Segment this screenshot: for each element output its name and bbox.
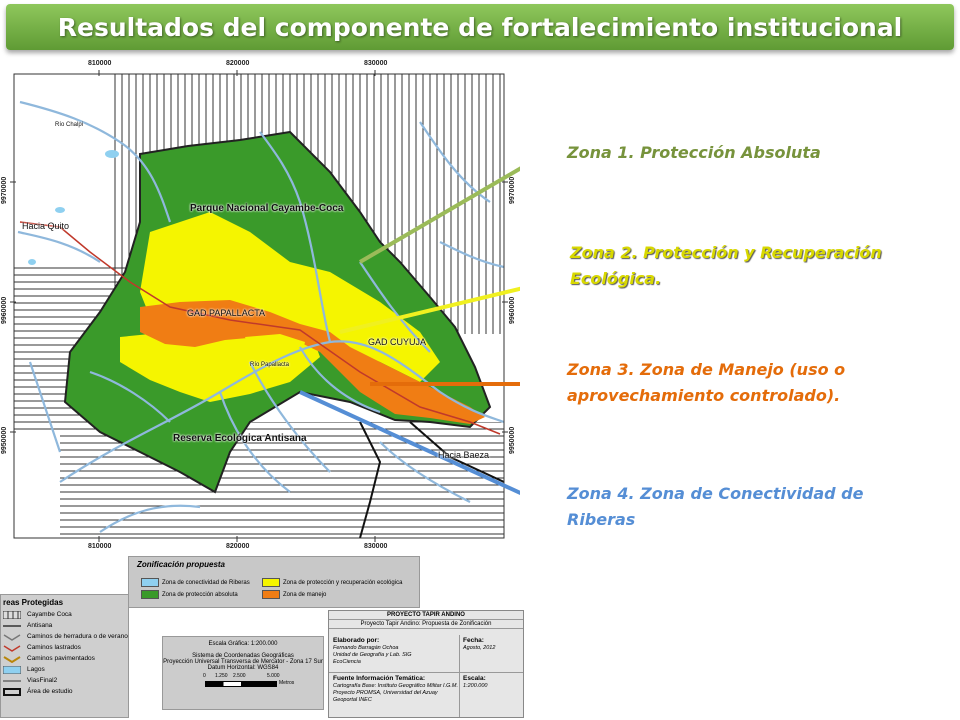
legend-item-lagos: Lagos xyxy=(1,664,128,675)
legend-item-recuperacion: Zona de protección y recuperación ecológica xyxy=(262,578,402,587)
legend-item-riberas: Zona de conectividad de Riberas xyxy=(141,578,250,587)
scale-text: Escala Gráfica: 1:200.000 xyxy=(208,641,278,647)
y-tick-2: 9960000 xyxy=(1,296,8,324)
road-line-icon xyxy=(3,677,21,685)
label-reserva-antisana: Reserva Ecológica Antisana xyxy=(173,433,307,444)
y-tick-right-1: 9970000 xyxy=(509,176,516,204)
zonificacion-legend-heading: Zonificación propuesta xyxy=(137,560,226,569)
red-trail-icon xyxy=(3,633,21,641)
line-swatch-icon xyxy=(3,622,21,630)
fecha-block: Fecha: Agosto, 2012 xyxy=(463,637,496,651)
hatch-swatch-icon xyxy=(3,611,21,619)
areas-legend-heading: reas Protegidas xyxy=(3,598,64,607)
legend-item-absoluta: Zona de protección absoluta xyxy=(141,590,238,599)
label-hacia-quito: Hacia Quito xyxy=(22,221,70,231)
map-title-block xyxy=(328,610,524,718)
areas-protegidas-legend xyxy=(0,594,129,718)
x-tick-bottom-3: 830000 xyxy=(364,543,388,550)
absoluta-swatch xyxy=(141,590,159,599)
escala-block: Escala: 1:200.000 xyxy=(463,675,488,689)
manejo-swatch xyxy=(262,590,280,599)
legend-item-cayambe: Cayambe Coca xyxy=(1,609,128,620)
zonificacion-legend xyxy=(128,556,420,608)
recuperacion-swatch xyxy=(262,578,280,587)
x-tick-3: 830000 xyxy=(364,60,388,67)
projection-text: Proyección Universal Transversa de Mercator - Zona 17 Sur xyxy=(163,659,323,665)
zoning-map xyxy=(0,60,520,550)
project-subtitle: Proyecto Tapir Andino: Propuesta de Zonificación xyxy=(329,620,523,629)
y-tick-3: 9950000 xyxy=(1,426,8,454)
label-hacia-baeza: Hacia Baeza xyxy=(438,450,490,460)
label-parque-nacional: Parque Nacional Cayambe-Coca xyxy=(190,203,344,214)
label-gad-cuyuja: GAD CUYUJA xyxy=(368,337,427,347)
y-tick-right-3: 9950000 xyxy=(509,426,516,454)
legend-item-area-estudio: Área de estudio xyxy=(1,686,128,697)
zone-1-label: Zona 1. Protección Absoluta xyxy=(567,143,821,162)
zone-3-label: Zona 3. Zona de Manejo (uso o aprovechamiento controlado). xyxy=(567,360,846,405)
label-river-chalpi: Río Chalpi xyxy=(55,122,84,128)
red-chevron-icon xyxy=(3,644,21,652)
scale-box xyxy=(162,636,324,710)
fuente-block: Fuente Información Temática: Cartografía Base: Instituto Geográfico Militar I.G.M. Proyecto PROMSA, Universidad del Azuay Geoportal INEC xyxy=(333,675,459,703)
legend-item-pavimentados: Caminos pavimentados xyxy=(1,653,128,664)
x-tick-1: 810000 xyxy=(88,60,112,67)
project-name: PROYECTO TAPIR ANDINO xyxy=(329,611,523,620)
x-tick-bottom-1: 810000 xyxy=(88,543,112,550)
legend-item-antisana: Antisana xyxy=(1,620,128,631)
y-tick-right-2: 9960000 xyxy=(509,296,516,324)
gold-chevron-icon xyxy=(3,655,21,663)
riberas-swatch xyxy=(141,578,159,587)
zone-2-label: Zona 2. Protección y Recuperación Ecológica. xyxy=(570,243,882,288)
map-canvas xyxy=(0,62,520,544)
x-tick-2: 820000 xyxy=(226,60,250,67)
scale-bar-graphic xyxy=(205,681,277,687)
legend-item-vias: ViasFinal2 xyxy=(1,675,128,686)
label-river-papallacta: Río Papallacta xyxy=(250,362,290,368)
y-tick-1: 9970000 xyxy=(1,176,8,204)
legend-item-manejo: Zona de manejo xyxy=(262,590,326,599)
page-title: Resultados del componente de fortalecimiento institucional xyxy=(57,12,903,42)
crs-text: Sistema de Coordenadas Geográficas xyxy=(192,653,294,659)
legend-item-lastrados: Caminos lastrados xyxy=(1,642,128,653)
lake-swatch-icon xyxy=(3,666,21,674)
datum-text: Datum Horizontal: WGS84 xyxy=(207,665,279,671)
outline-swatch-icon xyxy=(3,688,21,696)
x-tick-bottom-2: 820000 xyxy=(226,543,250,550)
elaborado-block: Elaborado por: Fernando Barragán Ochoa Unidad de Geografía y Lab. SIG EcoCiencia xyxy=(333,637,412,665)
scale-bar: 0 1.250 2.500 5.000 Metros xyxy=(203,673,295,686)
label-gad-papallacta: GAD PAPALLACTA xyxy=(187,308,266,318)
title-banner xyxy=(6,4,954,50)
zone-4-label: Zona 4. Zona de Conectividad de Riberas xyxy=(567,484,864,529)
legend-item-herradura: Caminos de herradura o de verano xyxy=(1,631,128,642)
